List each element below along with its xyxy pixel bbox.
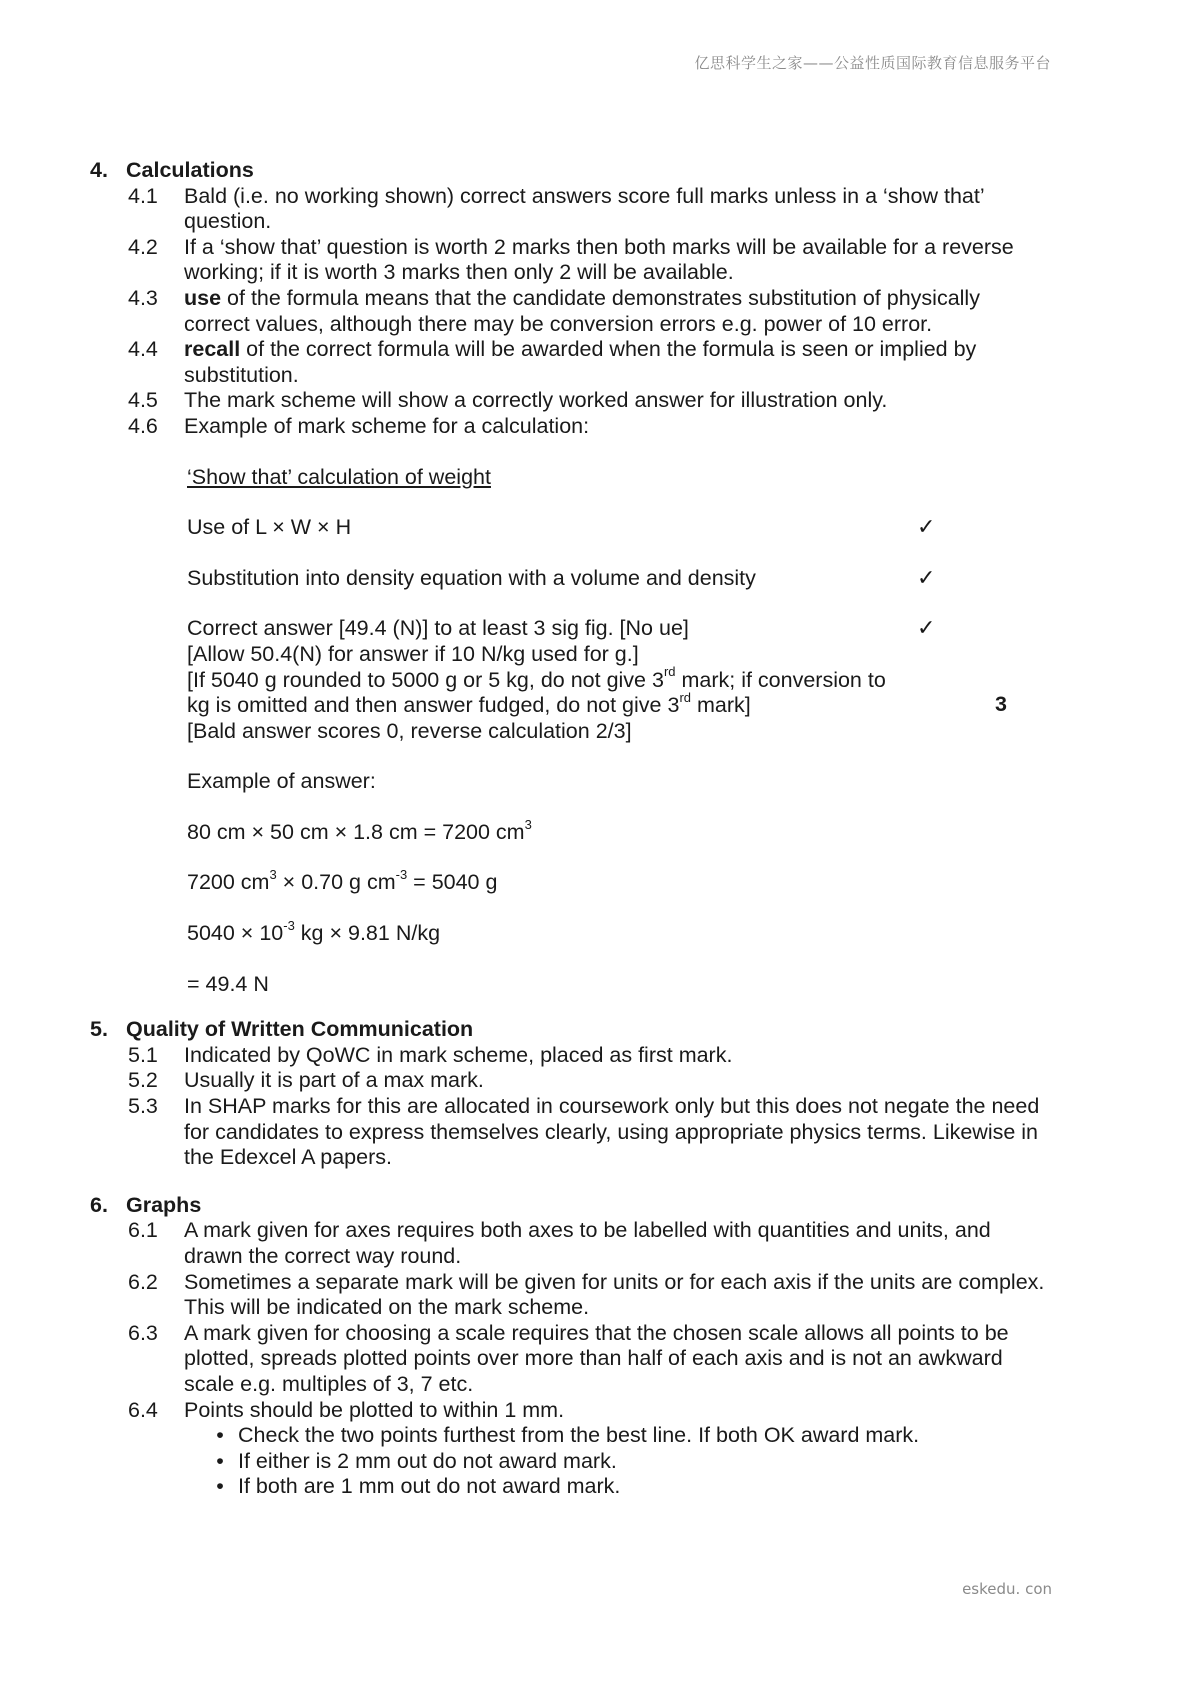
answer-label: Example of answer: <box>187 769 376 794</box>
item-text: In SHAP marks for this are allocated in coursework only but this does not negate the need for candidates to express themselves clearly, using appropriate physics terms. Likewise in the Edexcel A papers. <box>184 1094 1040 1170</box>
tick-icon: ✓ <box>917 616 936 642</box>
item-text: Sometimes a separate mark will be given for units or for each axis if the units are complex. This will be indicated on the mark scheme. <box>184 1269 1045 1320</box>
mark-criterion: Use of L × W × H <box>187 515 352 540</box>
footer-watermark: eskedu. con <box>962 1580 1052 1598</box>
calc-step: = 49.4 N <box>187 971 269 996</box>
calc-text: = 5040 g <box>407 870 498 895</box>
calc-text: kg × 9.81 N/kg <box>294 921 441 946</box>
calc-text: 7200 cm <box>187 870 270 895</box>
superscript: -3 <box>395 867 408 883</box>
bold-term: use <box>184 285 222 310</box>
bullet-item <box>202 1423 1050 1449</box>
item-number: 5.3 <box>128 1094 158 1119</box>
list-item <box>128 337 1050 388</box>
list-item <box>128 1398 1050 1424</box>
note-text: mark] <box>691 693 751 718</box>
bullet-item <box>202 1474 1050 1500</box>
item-number: 4.3 <box>128 285 158 310</box>
item-text-rest: of the correct formula will be awarded when the formula is seen or implied by substitution. <box>184 337 977 387</box>
list-item <box>128 286 1050 337</box>
bold-term: recall <box>184 337 241 362</box>
superscript: rd <box>679 689 691 705</box>
note-text: [If 5040 g rounded to 5000 g or 5 kg, do not give 3 <box>187 667 664 692</box>
mark-note <box>187 689 1050 719</box>
item-text: Usually it is part of a max mark. <box>184 1068 484 1093</box>
item-number: 6.4 <box>128 1397 158 1422</box>
mark-row <box>187 515 1050 541</box>
section-title: Graphs <box>126 1192 202 1217</box>
note-text: kg is omitted and then answer fudged, do not give 3 <box>187 693 680 718</box>
item-number: 5.2 <box>128 1068 158 1093</box>
mark-note <box>187 664 1050 694</box>
superscript: 3 <box>524 816 532 832</box>
mark-criterion: Correct answer [49.4 (N)] to at least 3 sig fig. [No ue] <box>187 616 689 641</box>
item-text <box>184 337 1050 388</box>
total-marks: 3 <box>995 692 1007 717</box>
item-text: If a ‘show that’ question is worth 2 marks then both marks will be available for a reverse working; if it is worth 3 marks then only 2 will be available. <box>184 234 1014 285</box>
mark-criterion: Substitution into density equation with a volume and density <box>187 565 756 590</box>
list-item <box>128 1094 1050 1171</box>
calc-step <box>187 816 1050 846</box>
item-number: 4.6 <box>128 413 158 438</box>
section-number: 6. <box>90 1192 108 1217</box>
item-number: 4.1 <box>128 183 158 208</box>
section-title: Calculations <box>126 158 254 182</box>
calc-text: 5040 × 10 <box>187 921 284 946</box>
note-text: mark; if conversion to <box>675 667 886 692</box>
list-item <box>128 1218 1050 1269</box>
list-item <box>128 184 1050 235</box>
item-text: Points should be plotted to within 1 mm. <box>184 1397 565 1422</box>
item-number: 6.2 <box>128 1269 158 1294</box>
calc-text: 80 cm × 50 cm × 1.8 cm = 7200 cm <box>187 819 525 844</box>
item-text: The mark scheme will show a correctly worked answer for illustration only. <box>184 388 888 413</box>
item-text <box>184 286 1050 337</box>
list-item <box>128 1270 1050 1321</box>
bullet-icon: • <box>216 1448 224 1473</box>
section-number: 4. <box>90 158 108 182</box>
section-title: Quality of Written Communication <box>126 1017 474 1042</box>
mark-row <box>187 566 1050 592</box>
bullet-text: If either is 2 mm out do not award mark. <box>238 1448 617 1473</box>
list-item <box>128 1068 1050 1094</box>
list-item <box>128 1321 1050 1398</box>
list-item <box>128 388 1050 414</box>
mark-row <box>187 616 1050 744</box>
section-number: 5. <box>90 1017 108 1042</box>
section-heading-graphs <box>90 1193 1050 1219</box>
item-number: 4.2 <box>128 234 158 259</box>
header-watermark: 亿思科学生之家——公益性质国际教育信息服务平台 <box>694 54 1051 72</box>
section-heading-calculations <box>90 158 1050 184</box>
item-text: A mark given for choosing a scale requires that the chosen scale allows all points to be plotted, spreads plotted points over more than half of each axis and is not an awkward scale e.g. multiples of 3, 7 etc. <box>184 1320 1009 1396</box>
superscript: 3 <box>269 867 277 883</box>
example-title: ‘Show that’ calculation of weight <box>187 464 491 489</box>
calc-step <box>187 867 1050 896</box>
tick-icon: ✓ <box>917 515 936 541</box>
item-number: 4.4 <box>128 337 158 362</box>
bullet-text: If both are 1 mm out do not award mark. <box>238 1474 621 1499</box>
item-text: Example of mark scheme for a calculation: <box>184 413 590 438</box>
document-body <box>90 158 1050 1500</box>
bullet-list <box>202 1423 1050 1500</box>
item-text: A mark given for axes requires both axes to be labelled with quantities and units, and drawn the correct way round. <box>184 1218 991 1268</box>
superscript: -3 <box>283 917 295 933</box>
mark-note: [Bald answer scores 0, reverse calculation 2/3] <box>187 718 632 743</box>
mark-note: [Allow 50.4(N) for answer if 10 N/kg used for g.] <box>187 641 639 666</box>
bullet-icon: • <box>216 1474 224 1499</box>
section-heading-qowc <box>90 1017 1050 1043</box>
superscript: rd <box>663 664 676 680</box>
calc-step <box>187 917 1050 947</box>
calc-text: × 0.70 g cm <box>276 870 396 895</box>
item-number: 4.5 <box>128 388 158 413</box>
list-item <box>128 414 1050 440</box>
list-item <box>128 1043 1050 1069</box>
bullet-icon: • <box>216 1423 224 1448</box>
item-number: 5.1 <box>128 1042 158 1067</box>
item-text: Indicated by QoWC in mark scheme, placed as first mark. <box>184 1042 733 1067</box>
tick-icon: ✓ <box>917 565 936 591</box>
bullet-item <box>202 1449 1050 1475</box>
mark-scheme-example <box>187 465 1050 998</box>
bullet-text: Check the two points furthest from the best line. If both OK award mark. <box>238 1423 920 1448</box>
item-number: 6.1 <box>128 1218 158 1243</box>
list-item <box>128 235 1050 286</box>
item-text-rest: of the formula means that the candidate demonstrates substitution of physically correct values, although there may be conversion errors e.g. power of 10 error. <box>184 285 980 336</box>
item-text: Bald (i.e. no working shown) correct answers score full marks unless in a ‘show that’ question. <box>184 183 984 234</box>
item-number: 6.3 <box>128 1320 158 1345</box>
